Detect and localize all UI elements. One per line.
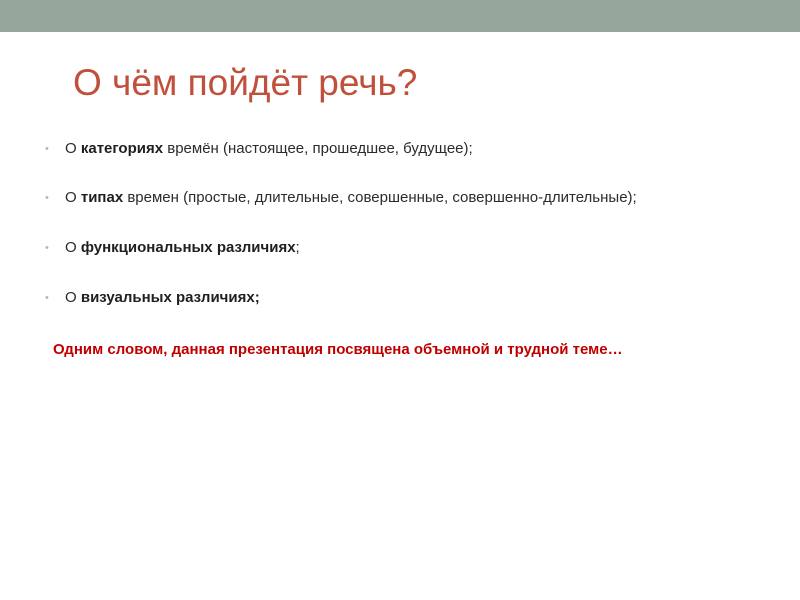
bullet-item-visual (45, 289, 260, 306)
bullet-text: ; (295, 239, 300, 256)
bullet-icon: • (45, 242, 49, 254)
bullet-item-functional (45, 239, 300, 256)
bullet-prefix: О (65, 239, 81, 256)
bullet-text: времён (настоящее, прошедшее, будущее); (163, 140, 473, 157)
bullet-icon: • (45, 192, 49, 204)
bullet-keyword: функциональных различиях (80, 239, 296, 256)
bullet-keyword: визуальных различиях; (80, 289, 260, 306)
bullet-keyword: типах (80, 189, 124, 206)
bullet-text: времен (простые, длительные, совершенные, совершенно-длительные); (123, 189, 637, 206)
bullet-keyword: категориях (80, 140, 164, 157)
bullet-item-types (45, 189, 637, 206)
bullet-item-categories (45, 140, 473, 157)
bullet-prefix: О (65, 189, 81, 206)
bullet-icon: • (45, 292, 49, 304)
bullet-icon: • (45, 143, 49, 155)
bullet-prefix: О (65, 289, 81, 306)
bullet-prefix: О (65, 140, 81, 157)
summary-text: Одним словом, данная презентация посвящена объемной и трудной теме… (53, 341, 623, 358)
slide-title: О чём пойдёт речь? (73, 62, 418, 103)
top-decorative-bar (0, 0, 800, 32)
